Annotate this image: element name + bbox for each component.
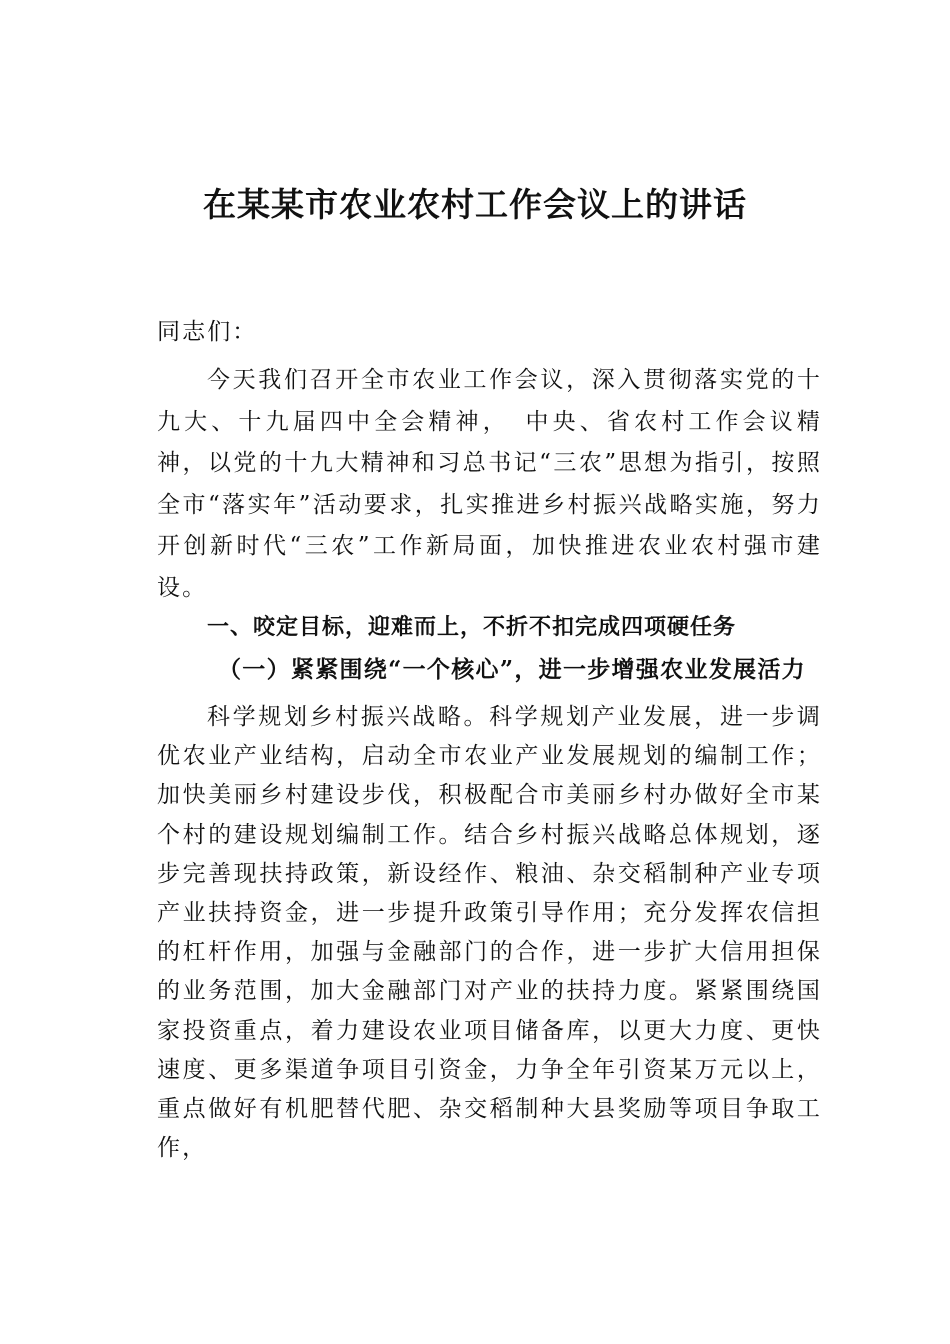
intro-paragraph: 今天我们召开全市农业工作会议，深入贯彻落实党的十九大、十九届四中全会精神， 中央、省农村工作会议精神，以党的十九大精神和习总书记“三农”思想为指引，按照全市“落实年”活动要求，扎实推进乡村振兴战略实施，努力开创新时代“三农”工作新局面，加快推进农业农村强市建设。 xyxy=(157,367,822,601)
document-title: 在某某市农业农村工作会议上的讲话 xyxy=(203,185,747,224)
section-heading-1: 一、咬定目标，迎难而上，不折不扣完成四项硬任务 xyxy=(207,615,737,640)
salutation: 同志们： xyxy=(157,319,258,345)
body-paragraph: 科学规划乡村振兴战略。科学规划产业发展，进一步调优农业产业结构，启动全市农业产业发展规划的编制工作；加快美丽乡村建设步伐，积极配合市美丽乡村办做好全市某个村的建设规划编制工作。结合乡村振兴战略总体规划，逐步完善现扶持政策，新设经作、粮油、杂交稻制种产业专项产业扶持资金，进一步提升政策引导作用；充分发挥农信担的杠杆作用，加强与金融部门的合作，进一步扩大信用担保的业务范围，加大金融部门对产业的扶持力度。紧紧围绕国家投资重点，着力建设农业项目储备库，以更大力度、更快速度、更多渠道争项目引资金，力争全年引资某万元以上，重点做好有机肥替代肥、杂交稻制种大县奖励等项目争取工作， xyxy=(157,704,822,1162)
subsection-heading-1: （一）紧紧围绕“一个核心”，进一步增强农业发展活力 xyxy=(218,656,806,683)
